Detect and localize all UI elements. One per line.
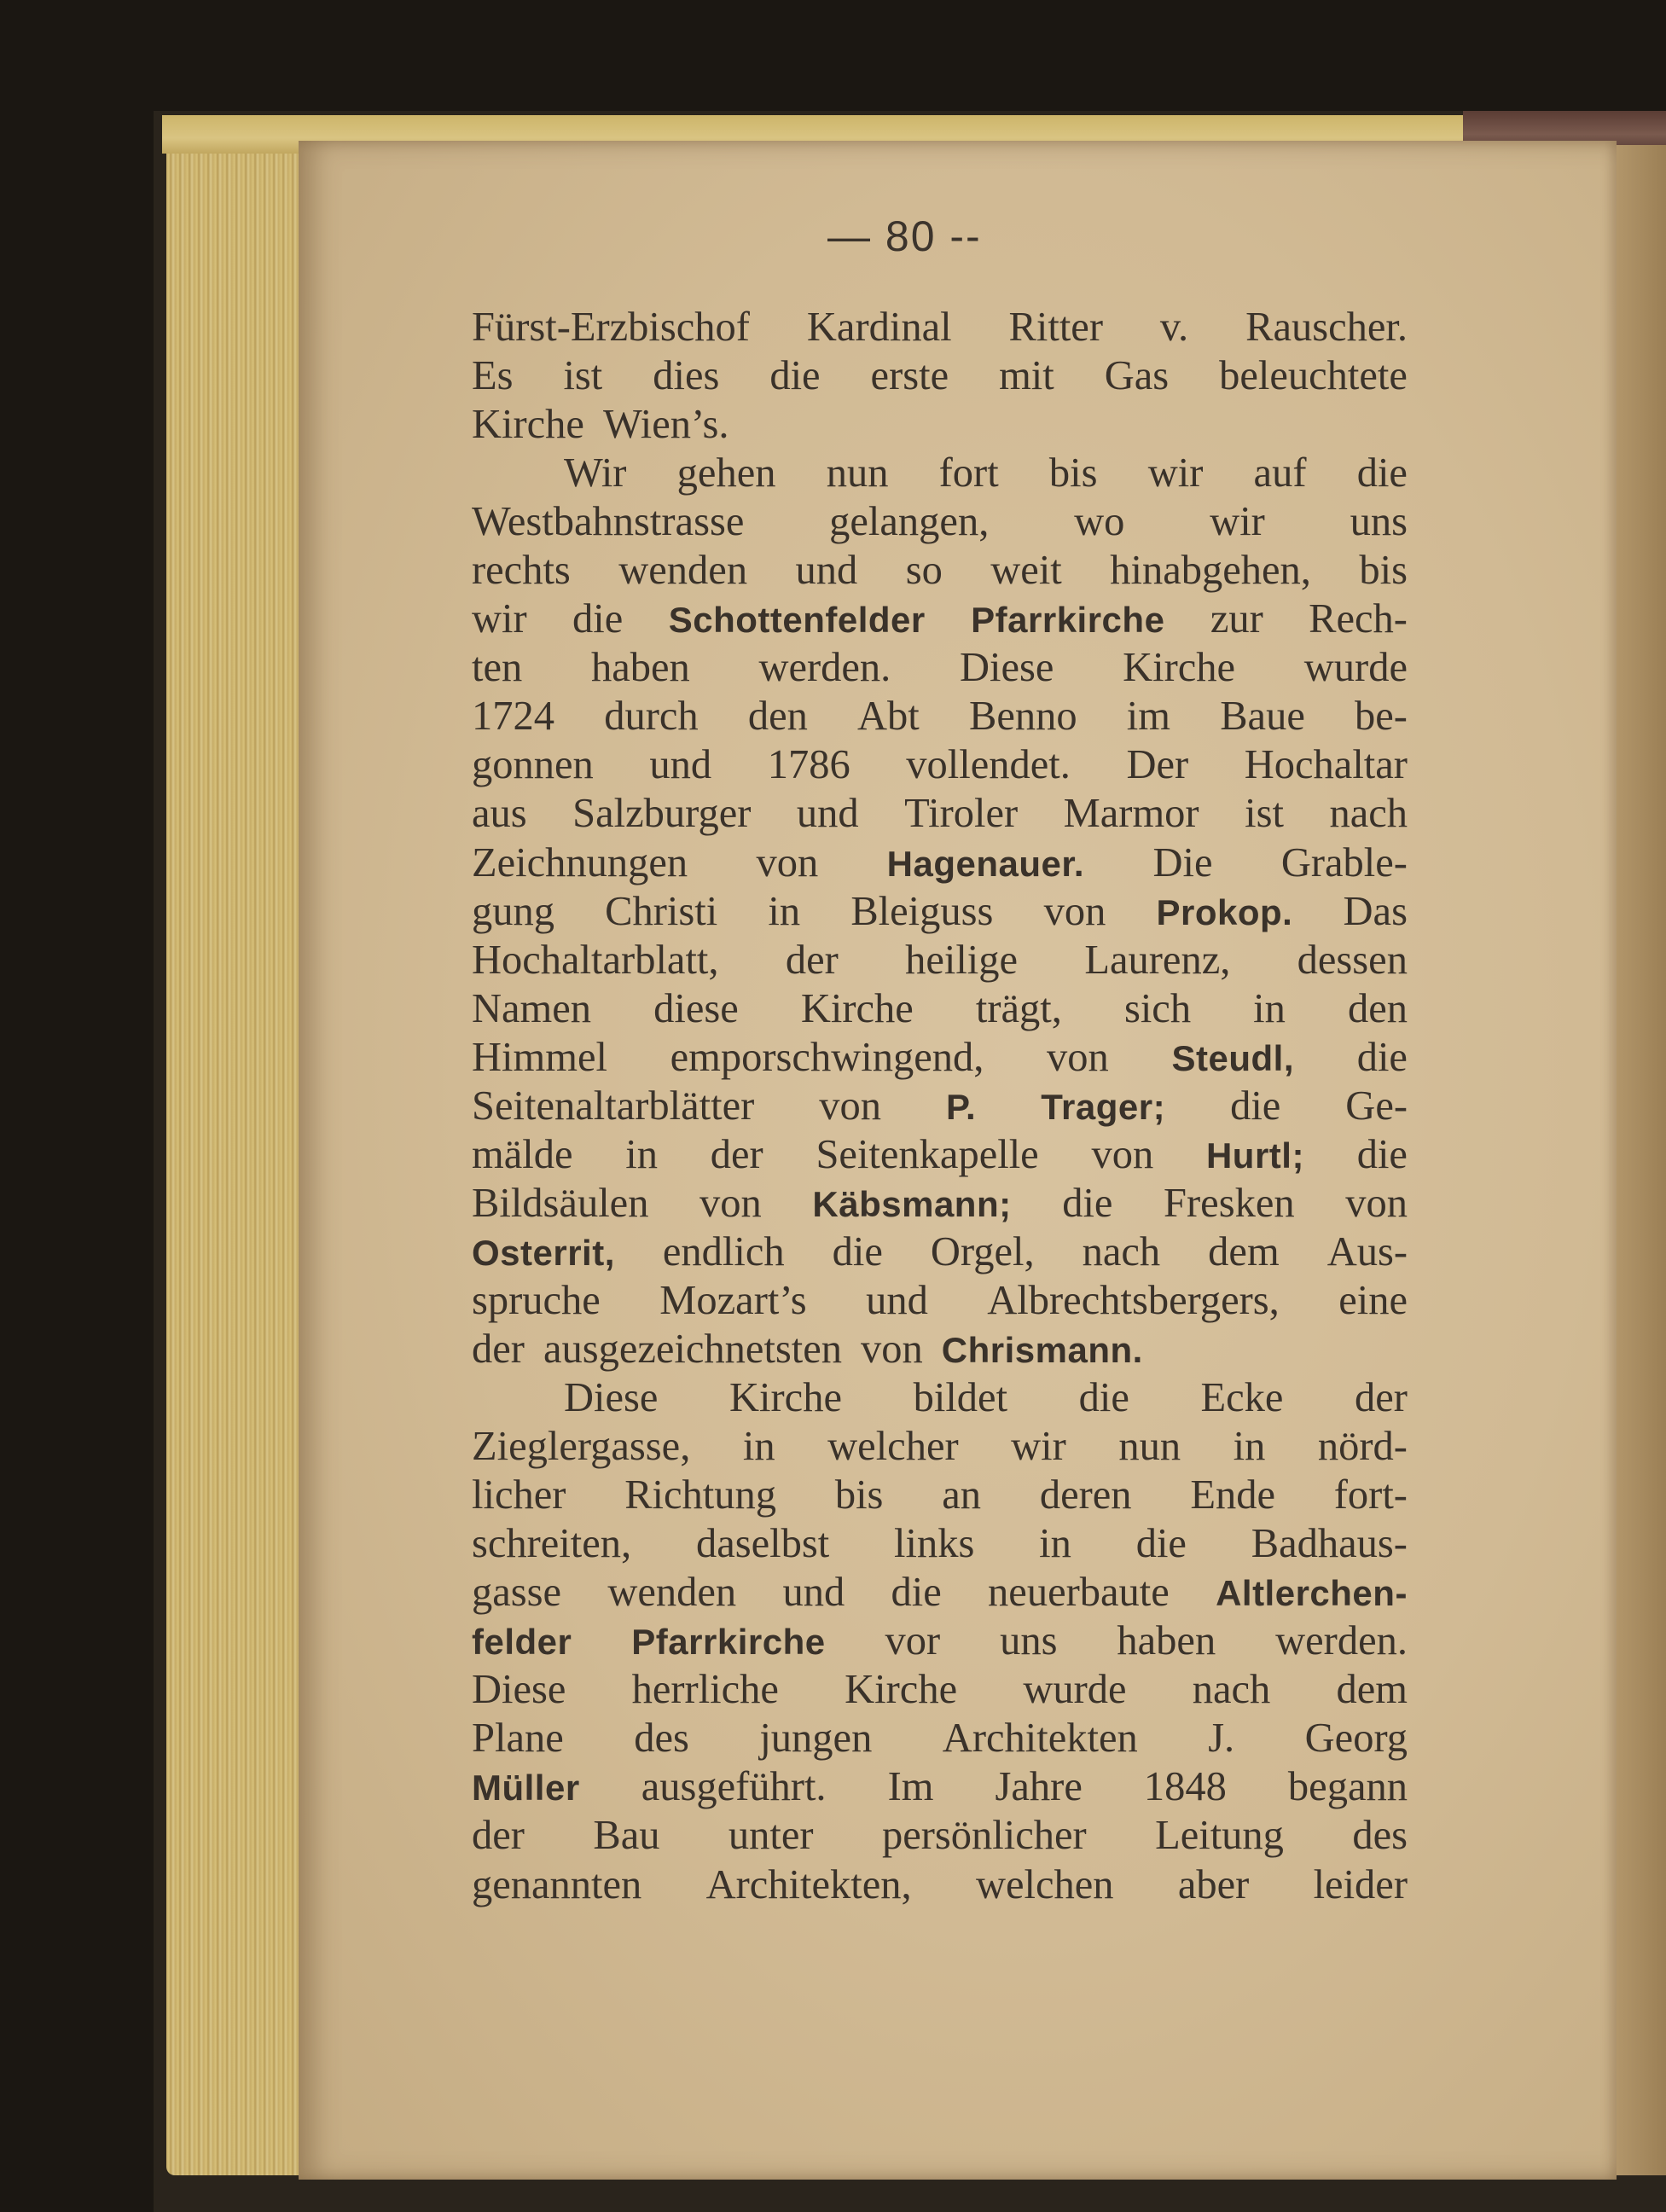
body-text	[472, 303, 1408, 1909]
word: wurde	[1023, 1667, 1127, 1713]
word: 1786	[767, 742, 850, 788]
word: J.	[1208, 1716, 1235, 1762]
word: von	[1047, 1034, 1109, 1080]
word: gung	[472, 888, 554, 934]
word: be-	[1355, 694, 1408, 740]
word: Tiroler	[904, 791, 1019, 837]
word: die	[1078, 1375, 1129, 1421]
word: Ge-	[1345, 1083, 1408, 1129]
word: unter	[728, 1813, 814, 1859]
word: hinabgehen,	[1110, 548, 1311, 594]
emphasized-word: Prokop.	[1156, 891, 1293, 932]
word: nach	[1192, 1667, 1271, 1713]
word: Kirche	[729, 1375, 842, 1421]
word: Kirche	[472, 402, 584, 448]
word: Zeichnungen	[472, 839, 688, 885]
word: ist	[563, 353, 603, 399]
text-line	[472, 1082, 1408, 1130]
word: haben	[1117, 1618, 1216, 1664]
word: ausgeführt.	[641, 1764, 827, 1810]
word: vor	[885, 1618, 941, 1664]
word: nach	[1329, 791, 1408, 837]
word: wir	[1210, 499, 1265, 545]
word: ten	[472, 645, 523, 691]
word: uns	[1350, 499, 1408, 545]
word: Benno	[968, 694, 1077, 740]
word: bis	[1359, 548, 1408, 594]
word: Namen	[472, 985, 592, 1031]
word: die	[1230, 1083, 1281, 1129]
word: Ecke	[1200, 1375, 1284, 1421]
word: 1848	[1143, 1764, 1227, 1810]
word: Leitung	[1155, 1813, 1284, 1859]
word: in	[1253, 985, 1286, 1031]
word: dessen	[1297, 937, 1408, 983]
word: nun	[826, 450, 889, 496]
word: jungen	[759, 1716, 873, 1762]
word: trägt,	[975, 985, 1062, 1031]
text-line	[472, 1179, 1408, 1228]
word: in	[1233, 1424, 1266, 1470]
word: in	[742, 1424, 775, 1470]
word: der	[472, 1813, 525, 1859]
word: Zieglergasse,	[472, 1424, 691, 1470]
text-line	[472, 887, 1408, 936]
word: dies	[653, 353, 720, 399]
word: werden.	[1275, 1618, 1408, 1664]
word: von	[819, 1083, 881, 1129]
word: Bau	[593, 1813, 660, 1859]
word: Das	[1343, 888, 1408, 934]
word: Wir	[564, 450, 627, 496]
word: genannten	[472, 1861, 642, 1907]
word: wir	[472, 596, 527, 642]
text-line	[472, 1422, 1408, 1471]
word: dem	[1208, 1228, 1280, 1274]
emphasized-word: Müller	[472, 1768, 580, 1808]
word: begann	[1287, 1764, 1408, 1810]
word: Wien’s.	[602, 402, 729, 448]
emphasized-word: Steudl,	[1171, 1037, 1294, 1078]
emphasized-word: Schottenfelder	[668, 600, 926, 641]
text-line	[472, 789, 1408, 838]
text-line	[472, 1228, 1408, 1276]
emphasized-word: Hurtl;	[1205, 1135, 1304, 1176]
word: die	[1356, 1131, 1408, 1177]
word: die	[1356, 1034, 1408, 1080]
emphasized-word: Trager;	[1041, 1086, 1166, 1127]
text-line	[472, 1373, 1408, 1422]
word: v.	[1159, 305, 1189, 350]
text-line	[472, 449, 1408, 497]
word: in	[1039, 1521, 1071, 1567]
word: Westbahnstrasse	[472, 499, 745, 545]
text-line	[472, 1568, 1408, 1617]
word: Mozart’s	[659, 1277, 807, 1323]
emphasized-word: Käbsmann;	[812, 1183, 1012, 1224]
word: gasse	[472, 1570, 562, 1616]
word: wir	[1011, 1424, 1066, 1470]
word: ausgezeichnetsten	[543, 1326, 843, 1372]
text-line	[472, 1276, 1408, 1325]
text-line	[472, 1617, 1408, 1665]
emphasized-word: Osterrit,	[472, 1232, 615, 1273]
word: von	[1345, 1180, 1408, 1226]
word: die	[769, 353, 821, 399]
word: und	[649, 742, 712, 788]
word: Ende	[1190, 1472, 1275, 1518]
word: und	[782, 1570, 845, 1616]
word: wo	[1074, 499, 1125, 545]
word: und	[796, 791, 859, 837]
word: 1724	[472, 694, 554, 740]
word: Kardinal	[806, 305, 952, 350]
word: aus	[472, 791, 527, 837]
word: Marmor	[1063, 791, 1199, 837]
text-line	[472, 303, 1408, 351]
word: Rech-	[1309, 596, 1408, 642]
word: endlich	[662, 1228, 785, 1274]
word: Bildsäulen	[472, 1180, 649, 1226]
word: fort	[938, 450, 999, 496]
word: des	[1352, 1813, 1408, 1859]
word: den	[1347, 985, 1408, 1031]
word: in	[768, 888, 801, 934]
word: so	[905, 548, 943, 594]
word: erste	[870, 353, 949, 399]
emphasized-word: felder	[472, 1622, 572, 1663]
text-line	[472, 1861, 1408, 1909]
word: Hochaltar	[1244, 742, 1408, 788]
word: welchen	[975, 1861, 1114, 1907]
word: mit	[999, 353, 1054, 399]
word: aber	[1177, 1861, 1250, 1907]
word: ist	[1245, 791, 1284, 837]
word: neuerbaute	[988, 1570, 1170, 1616]
word: Diese	[564, 1375, 659, 1421]
word: fort-	[1333, 1472, 1408, 1518]
word: sich	[1123, 985, 1192, 1031]
word: mälde	[472, 1131, 573, 1177]
word: Richtung	[624, 1472, 777, 1518]
word: im	[1126, 694, 1170, 740]
text-line	[472, 1471, 1408, 1519]
word: Architekten,	[705, 1861, 912, 1907]
word: Laurenz,	[1084, 937, 1231, 983]
text-line	[472, 1519, 1408, 1568]
word: Plane	[472, 1716, 564, 1762]
word: schreiten,	[472, 1521, 632, 1567]
word: gelangen,	[829, 499, 990, 545]
word: Orgel,	[930, 1228, 1035, 1274]
text-line	[472, 497, 1408, 546]
word: von	[1091, 1131, 1154, 1177]
page-number: — 80 --	[827, 212, 982, 260]
text-line	[472, 1130, 1408, 1179]
word: gehen	[676, 450, 776, 496]
word: den	[747, 694, 808, 740]
word: Ritter	[1008, 305, 1103, 350]
word: eine	[1338, 1277, 1408, 1323]
text-line	[472, 740, 1408, 789]
word: diese	[653, 985, 739, 1031]
word: Im	[887, 1764, 934, 1810]
word: Die	[1152, 839, 1213, 885]
word: zur	[1210, 596, 1263, 642]
text-line	[472, 1714, 1408, 1762]
word: wenden	[607, 1570, 737, 1616]
word: Bleiguss	[850, 888, 994, 934]
text-line	[472, 351, 1408, 400]
word: Fresken	[1164, 1180, 1295, 1226]
word: Jahre	[995, 1764, 1083, 1810]
word: daselbst	[695, 1521, 830, 1567]
word: an	[942, 1472, 982, 1518]
word: der	[1355, 1375, 1408, 1421]
word: leider	[1313, 1861, 1408, 1907]
text-line	[472, 400, 1408, 449]
word: der	[710, 1131, 763, 1177]
word: welcher	[827, 1424, 959, 1470]
word: Fürst-Erzbischof	[472, 305, 750, 350]
word: wir	[1147, 450, 1204, 496]
word: die	[572, 596, 624, 642]
word: Grable-	[1280, 839, 1408, 885]
word: von	[1043, 888, 1106, 934]
word: bis	[834, 1472, 884, 1518]
word: herrliche	[631, 1667, 779, 1713]
word: links	[894, 1521, 975, 1567]
text-line	[472, 1665, 1408, 1714]
word: bis	[1048, 450, 1098, 496]
word: von	[861, 1326, 923, 1372]
text-line	[472, 595, 1408, 643]
word: Baue	[1220, 694, 1305, 740]
word: Abt	[857, 694, 920, 740]
word: beleuchtete	[1219, 353, 1408, 399]
word: nun	[1118, 1424, 1181, 1470]
word: uns	[1000, 1618, 1058, 1664]
emphasized-word: Chrismann.	[941, 1329, 1143, 1370]
word: bildet	[913, 1375, 1008, 1421]
word: von	[756, 839, 819, 885]
word: der	[472, 1326, 525, 1372]
word: Rauscher.	[1245, 305, 1408, 350]
word: auf	[1253, 450, 1307, 496]
emphasized-word: Pfarrkirche	[631, 1622, 826, 1663]
word: wenden	[618, 548, 748, 594]
word: Der	[1126, 742, 1189, 788]
emphasized-word: Altlerchen-	[1216, 1573, 1408, 1614]
word: haben	[590, 645, 690, 691]
word: Badhaus-	[1251, 1521, 1408, 1567]
word: Diese	[472, 1667, 566, 1713]
text-line	[472, 546, 1408, 595]
word: von	[699, 1180, 762, 1226]
text-line	[472, 936, 1408, 984]
word: Seitenkapelle	[816, 1131, 1039, 1177]
word: und	[866, 1277, 928, 1323]
text-line	[472, 643, 1408, 692]
text-line	[472, 1762, 1408, 1811]
text-line	[472, 1811, 1408, 1860]
emphasized-word: P.	[945, 1086, 977, 1127]
word: und	[795, 548, 858, 594]
word: gonnen	[472, 742, 594, 788]
text-line	[472, 692, 1408, 740]
word: die	[1356, 450, 1408, 496]
word: die	[891, 1570, 942, 1616]
word: nörd-	[1317, 1424, 1408, 1470]
word: die	[832, 1228, 883, 1274]
word: wurde	[1303, 645, 1408, 691]
word: Gas	[1104, 353, 1170, 399]
word: Kirche	[1123, 645, 1236, 691]
word: Kirche	[800, 985, 914, 1031]
word: dem	[1336, 1667, 1408, 1713]
word: Aus-	[1326, 1228, 1408, 1274]
word: des	[634, 1716, 689, 1762]
word: vollendet.	[906, 742, 1071, 788]
word: die	[1135, 1521, 1187, 1567]
word: Seitenaltarblätter	[472, 1083, 755, 1129]
word: licher	[472, 1472, 566, 1518]
word: Kirche	[845, 1667, 958, 1713]
word: in	[625, 1131, 658, 1177]
word: spruche	[472, 1277, 601, 1323]
text-line	[472, 1033, 1408, 1082]
word: Albrechtsbergers,	[987, 1277, 1280, 1323]
right-page-edge	[1608, 145, 1666, 2175]
word: Architekten	[942, 1716, 1138, 1762]
word: Himmel	[472, 1034, 607, 1080]
word: rechts	[472, 548, 571, 594]
word: die	[1062, 1180, 1113, 1226]
word: weit	[990, 548, 1062, 594]
emphasized-word: Hagenauer.	[886, 843, 1085, 884]
text-line	[472, 839, 1408, 887]
word: werden.	[758, 645, 891, 691]
word: heilige	[905, 937, 1019, 983]
word: nach	[1082, 1228, 1161, 1274]
emphasized-word: Pfarrkirche	[971, 600, 1165, 641]
word: Georg	[1304, 1716, 1408, 1762]
text-line	[472, 984, 1408, 1033]
word: durch	[604, 694, 699, 740]
word: Christi	[605, 888, 718, 934]
word: der	[785, 937, 839, 983]
word: Es	[472, 353, 514, 399]
word: deren	[1039, 1472, 1132, 1518]
word: Hochaltarblatt,	[472, 937, 719, 983]
word: persönlicher	[881, 1813, 1087, 1859]
word: Diese	[960, 645, 1054, 691]
word: Salzburger	[572, 791, 752, 837]
text-line	[472, 1325, 1408, 1373]
word: emporschwingend,	[670, 1034, 984, 1080]
